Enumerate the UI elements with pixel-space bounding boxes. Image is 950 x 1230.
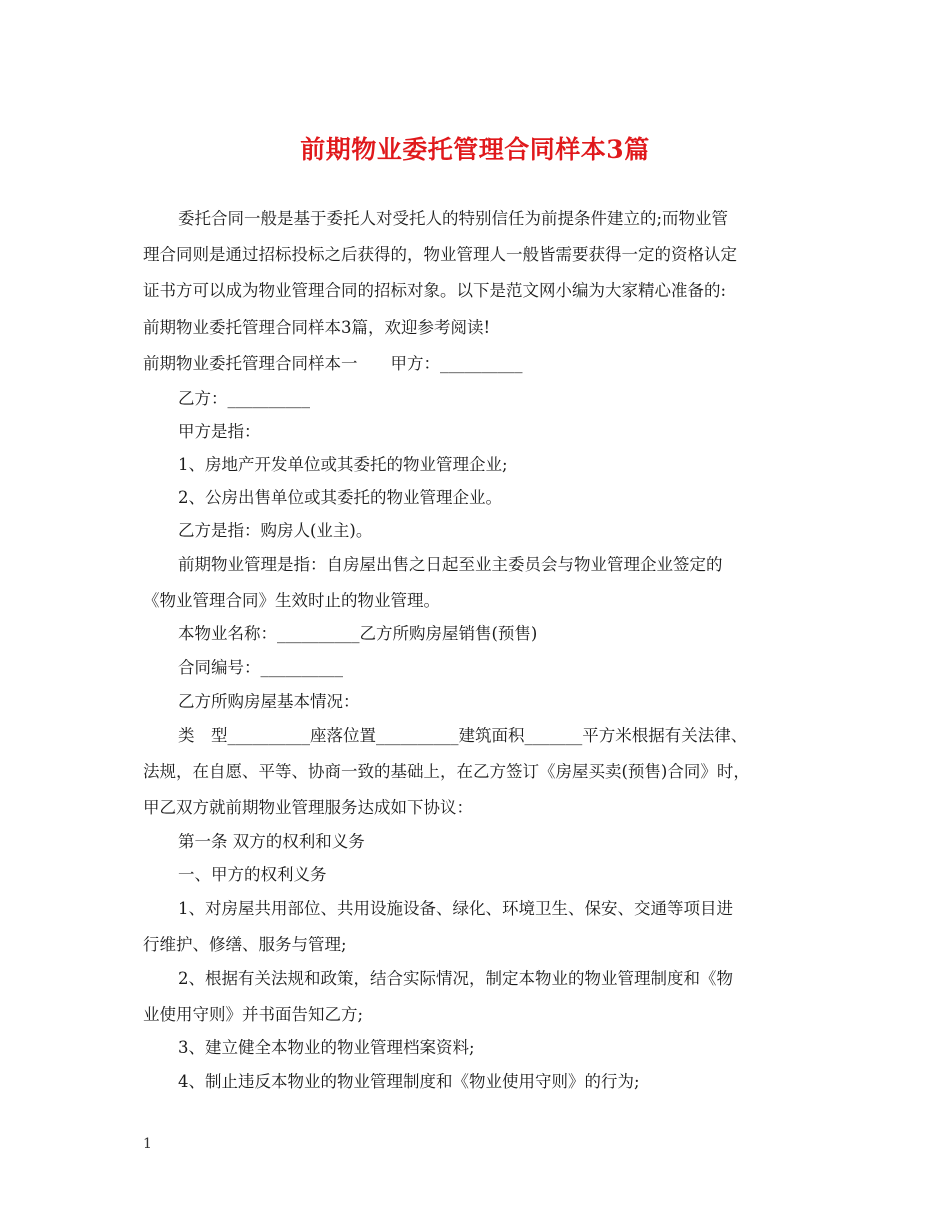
body-line: 本物业名称：__________乙方所购房屋销售(预售) xyxy=(178,624,538,643)
page-number: 1 xyxy=(143,1136,152,1152)
body-line: 4、制止违反本物业的物业管理制度和《物业使用守则》的行为; xyxy=(178,1072,640,1091)
body-line: 1、对房屋共用部位、共用设施设备、绿化、环境卫生、保安、交通等项目进 xyxy=(178,899,733,918)
body-line: 类 型__________座落位置__________建筑面积_______平方米根据有关法律、 xyxy=(178,726,748,745)
body-line: 前期物业委托管理合同样本一 甲方：__________ xyxy=(143,354,523,373)
body-line: 委托合同一般是基于委托人对受托人的特别信任为前提条件建立的;而物业管 xyxy=(178,209,729,228)
body-line: 一、甲方的权利义务 xyxy=(178,865,327,884)
body-line: 行维护、修缮、服务与管理; xyxy=(143,935,347,954)
body-line: 前期物业管理是指：自房屋出售之日起至业主委员会与物业管理企业签定的 xyxy=(178,555,723,574)
body-line: 法规，在自愿、平等、协商一致的基础上，在乙方签订《房屋买卖(预售)合同》时， xyxy=(143,762,750,781)
body-line: 证书方可以成为物业管理合同的招标对象。以下是范文网小编为大家精心准备的: xyxy=(143,281,727,300)
document-title: 前期物业委托管理合同样本3篇 xyxy=(300,135,650,164)
body-line: 3、建立健全本物业的物业管理档案资料; xyxy=(178,1038,475,1057)
body-line: 2、公房出售单位或其委托的物业管理企业。 xyxy=(178,488,502,507)
body-line: 2、根据有关法规和政策，结合实际情况，制定本物业的物业管理制度和《物 xyxy=(178,969,733,988)
body-line: 前期物业委托管理合同样本3篇，欢迎参考阅读! xyxy=(143,318,491,337)
body-line: 1、房地产开发单位或其委托的物业管理企业; xyxy=(178,455,508,474)
body-line: 乙方：__________ xyxy=(178,389,310,408)
body-line: 业使用守则》并书面告知乙方; xyxy=(143,1005,364,1024)
body-line: 《物业管理合同》生效时止的物业管理。 xyxy=(143,591,440,610)
body-line: 甲乙双方就前期物业管理服务达成如下协议： xyxy=(143,798,473,817)
body-line: 乙方是指：购房人(业主)。 xyxy=(178,521,373,540)
body-line: 甲方是指： xyxy=(178,422,261,441)
body-line: 合同编号：__________ xyxy=(178,658,343,677)
body-line: 第一条 双方的权利和义务 xyxy=(178,832,365,851)
body-line: 理合同则是通过招标投标之后获得的，物业管理人一般皆需要获得一定的资格认定 xyxy=(143,245,737,264)
body-line: 乙方所购房屋基本情况： xyxy=(178,692,360,711)
